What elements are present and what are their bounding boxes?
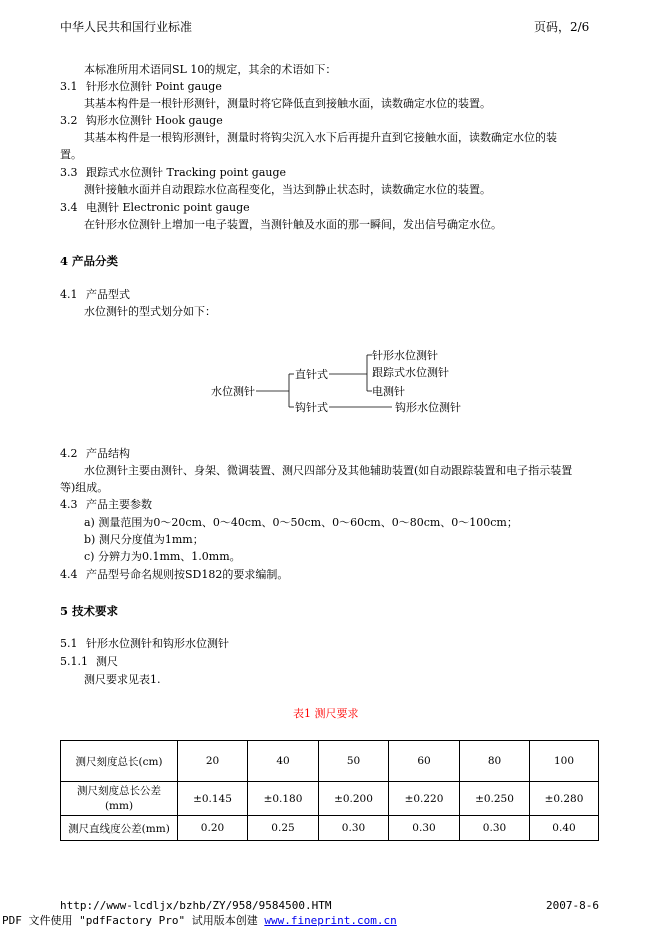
table-row [61,816,599,841]
table-row [61,741,599,782]
table-cell: 0.20 [178,816,248,841]
fineprint-link[interactable]: www.fineprint.com.cn [264,914,397,927]
term-description-continuation: 置。 [60,148,82,161]
subsection-title: 针形水位测针和钩形水位测针 [86,637,229,650]
row-header-line: (mm) [104,799,134,812]
subsection-title: 产品型式 [86,288,130,301]
table-cell: 80 [460,741,530,782]
row-header-cell: 测尺直线度公差(mm) [61,816,178,841]
table-cell: ±0.220 [389,782,460,816]
row-header-cell: 测尺刻度总长(cm) [61,741,178,782]
table-cell: 0.30 [460,816,530,841]
subsection-title: 产品结构 [86,447,130,460]
diagram-straight-label: 直针式 [295,368,328,381]
table-cell: ±0.250 [460,782,530,816]
term-title: 电测针 Electronic point gauge [86,201,250,214]
subsection-number: 5.1.1 [60,655,88,668]
term-number: 3.2 [60,114,78,127]
paragraph: 产品型号命名规则按SD182的要求编制。 [86,568,289,581]
measurement-requirements-table [60,740,599,841]
table-cell: 0.30 [319,816,389,841]
term-number: 3.4 [60,201,78,214]
term-description: 其基本构件是一根钩形测针，测量时将钩尖沉入水下后再提升直到它接触水面，读数确定水位的装 [84,131,557,144]
term-title: 钩形水位测针 Hook gauge [86,114,223,127]
table-cell: 0.40 [530,816,599,841]
section-heading: 5 技术要求 [60,604,119,618]
pdf-creator-note [2,912,397,928]
diagram-leaf-label: 钩形水位测针 [395,401,461,414]
diagram-leaf-label: 跟踪式水位测针 [372,366,449,379]
term-title: 针形水位测针 Point gauge [86,80,222,93]
diagram-leaf-label: 针形水位测针 [372,349,438,362]
table-row [61,782,599,816]
subsection-number: 5.1 [60,637,78,650]
paragraph: 水位测针的型式划分如下： [84,305,216,318]
table-caption: 表1 测尺要求 [293,707,359,720]
section-heading: 4 产品分类 [60,254,119,268]
parameter-item: c) 分辨力为0.1mm、1.0mm。 [84,550,241,563]
footer-date: 2007-8-6 [546,899,599,912]
subsection-number: 4.2 [60,447,78,460]
row-header-cell [61,782,178,816]
table-cell: ±0.280 [530,782,599,816]
paragraph: 水位测针主要由测针、身架、微调装置、测尺四部分及其他辅助装置(如自动跟踪装置和电子指示装置 [84,464,573,477]
term-number: 3.1 [60,80,78,93]
diagram-leaf-label: 电测针 [372,385,405,398]
table-cell: 60 [389,741,460,782]
table-cell: 40 [248,741,319,782]
table-cell: 0.30 [389,816,460,841]
row-header-line: 测尺刻度总长公差 [77,784,161,797]
term-title: 跟踪式水位测针 Tracking point gauge [86,166,287,179]
paragraph: 测尺要求见表1. [84,673,161,686]
term-description: 测针接触水面并自动跟踪水位高程变化，当达到静止状态时，读数确定水位的装置。 [84,183,491,196]
table-cell: ±0.180 [248,782,319,816]
footer-url: http://www-lcdljx/bzhb/ZY/958/9584500.HTM [60,899,332,912]
diagram-root-label: 水位测针 [211,385,255,398]
table-cell: 50 [319,741,389,782]
table-cell: 100 [530,741,599,782]
table-cell: 0.25 [248,816,319,841]
subsection-title: 测尺 [96,655,118,668]
header-standard-title: 中华人民共和国行业标准 [60,20,193,34]
header-page-number: 页码，2/6 [534,20,590,34]
term-description: 其基本构件是一根针形测针，测量时将它降低直到接触水面，读数确定水位的装置。 [84,97,491,110]
term-description: 在针形水位测针上增加一电子装置，当测针触及水面的那一瞬间，发出信号确定水位。 [84,218,502,231]
paragraph-continuation: 等)组成。 [60,481,109,494]
term-number: 3.3 [60,166,78,179]
table-cell: ±0.200 [319,782,389,816]
parameter-item: b) 测尺分度值为1mm； [84,533,204,546]
gauge-type-diagram [0,340,662,420]
table-cell: ±0.145 [178,782,248,816]
subsection-number: 4.1 [60,288,78,301]
pdf-creator-text: PDF 文件使用 "pdfFactory Pro" 试用版本创建 [2,914,265,927]
table-cell: 20 [178,741,248,782]
subsection-number: 4.4 [60,568,78,581]
terms-intro: 本标准所用术语同SL 10的规定，其余的术语如下： [84,63,337,76]
subsection-number: 4.3 [60,498,78,511]
diagram-hook-label: 钩针式 [295,401,328,414]
subsection-title: 产品主要参数 [86,498,152,511]
parameter-item: a) 测量范围为0～20cm、0～40cm、0～50cm、0～60cm、0～80cm、0～100cm； [84,516,518,529]
